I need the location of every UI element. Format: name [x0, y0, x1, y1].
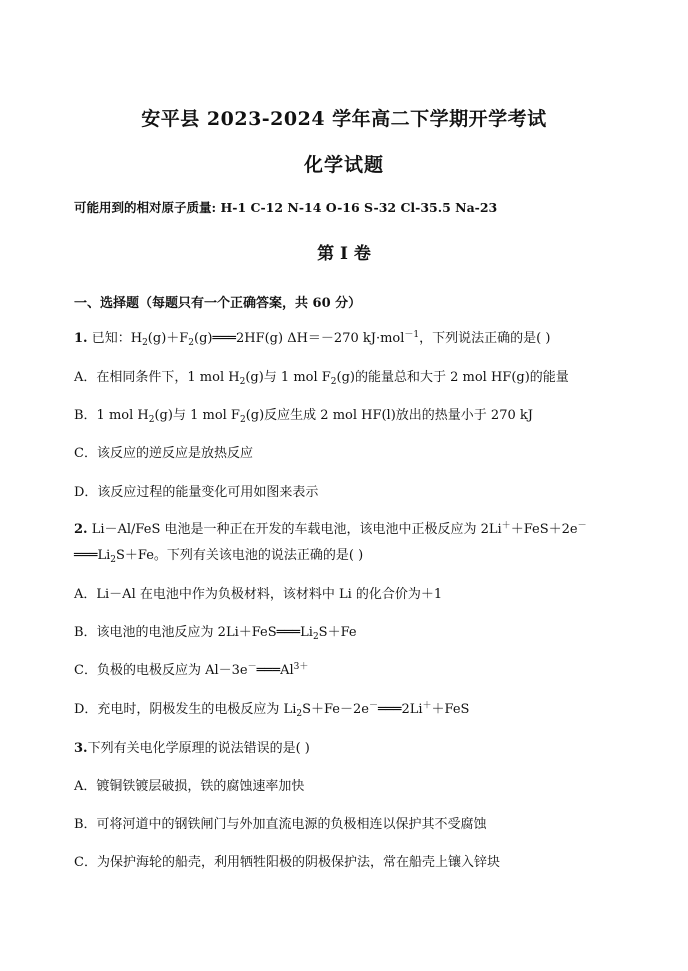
question-number: 3. [74, 741, 88, 756]
question-2-option-a: A．Li－Al 在电池中作为负极材料，该材料中 Li 的化合价为＋1 [74, 587, 443, 602]
section-heading: 一、选择题（每题只有一个正确答案，共 60 分） [74, 296, 362, 311]
exam-title: 安平县 2023-2024 学年高二下学期开学考试 [141, 108, 547, 130]
question-number: 1. [74, 331, 88, 346]
question-3-option-c: C．为保护海轮的船壳，利用牺牲阳极的阴极保护法，常在船壳上镶入锌块 [74, 855, 500, 870]
question-2-option-d: D．充电时，阴极发生的电极反应为 $Li_2S+Fe-2e^-═══2Li^++FeS$ [74, 701, 470, 719]
question-3-option-a: A．镀铜铁镀层破损，铁的腐蚀速率加快 [74, 779, 305, 794]
question-3-option-b: B．可将河道中的钢铁闸门与外加直流电源的负极相连以保护其不受腐蚀 [74, 817, 487, 832]
question-1-option-d: D．该反应过程的能量变化可用如图来表示 [74, 485, 319, 500]
question-2-stem-line2: $═══Li_2S+Fe$。下列有关该电池的说法正确的是( ) [74, 548, 364, 565]
question-3-stem: 3.下列有关电化学原理的说法错误的是( ) [74, 741, 310, 756]
atomic-masses-note: 可能用到的相对原子质量: H-1 C-12 N-14 O-16 S-32 Cl-35.5 Na-23 [74, 200, 498, 215]
question-1-option-b: B．1 mol $H_2(g)$与 1 mol $F_2(g)$反应生成 2 mol HF(l)放出的热量小于 270 kJ [74, 408, 533, 425]
question-1-stem: 1. 已知：$H_2(g)+F_2(g)═══2HF(g)$ ΔH＝－270 kJ·mol$^{-1}$，下列说法正确的是( ) [74, 330, 551, 348]
exam-subtitle: 化学试题 [303, 154, 384, 176]
question-number: 2. [74, 522, 88, 537]
question-2-stem-line1: 2. Li－Al/FeS 电池是一种正在开发的车载电池，该电池中正极反应为 2Li＋＋FeS＋2e－ [74, 521, 587, 537]
volume-label: 第 I 卷 [317, 244, 371, 264]
question-1-option-c: C．该反应的逆反应是放热反应 [74, 446, 253, 461]
question-1-option-a: A．在相同条件下，1 mol $H_2(g)$与 1 mol $F_2(g)$的能量总和大于 2 mol HF(g)的能量 [74, 370, 569, 387]
question-2-option-c: C．负极的电极反应为 $Al-3e^-═══Al^{3+}$ [74, 662, 309, 678]
question-2-option-b: B．该电池的电池反应为 $2Li+FeS═══Li_2S+Fe$ [74, 625, 357, 642]
